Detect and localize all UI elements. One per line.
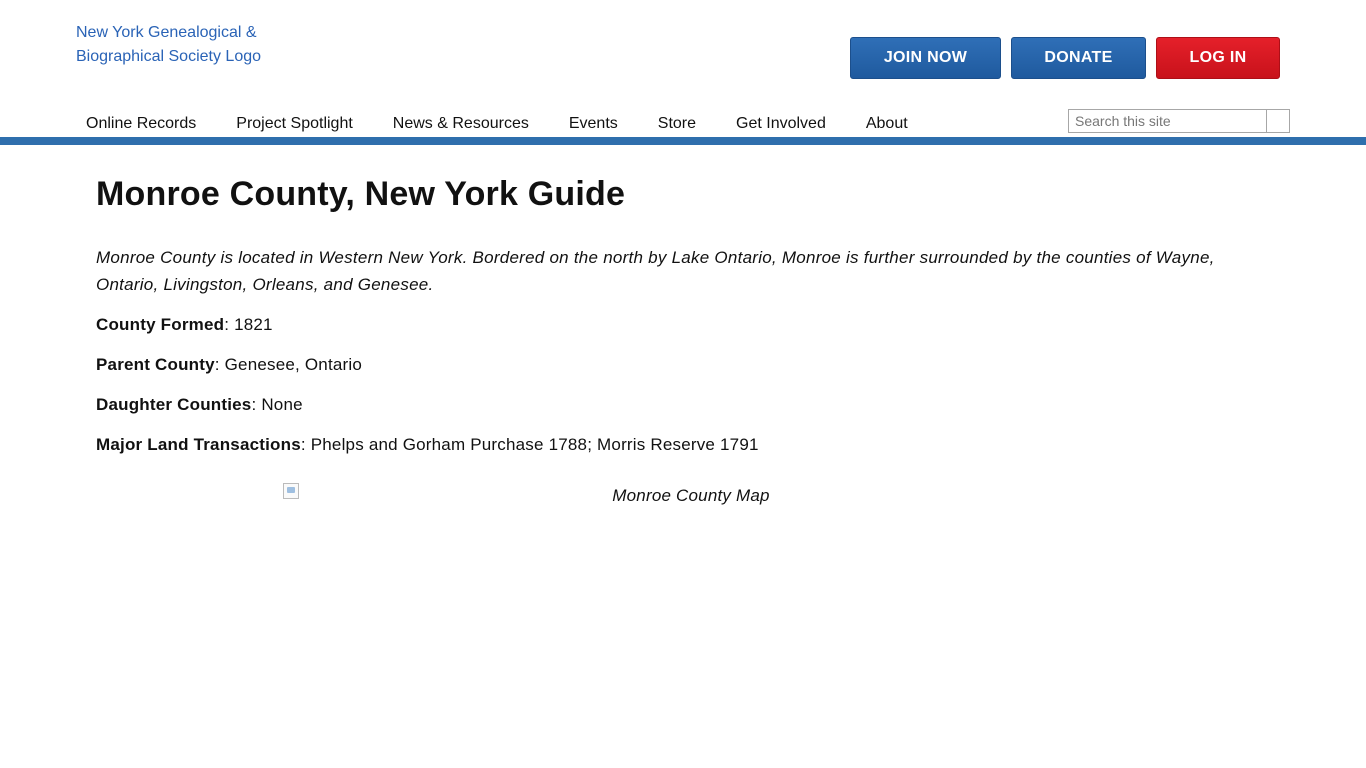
fact-label: Parent County (96, 355, 215, 374)
nav-item-about[interactable]: About (865, 115, 908, 132)
intro-paragraph: Monroe County is located in Western New York. Bordered on the north by Lake Ontario, Monroe is further surrounded by the counties of Wayne, Ontario, Livingston, Orleans, and Genesee. (96, 248, 1215, 294)
site-logo-link[interactable] (76, 21, 316, 69)
fact-value: : Genesee, Ontario (214, 355, 363, 374)
main-content (96, 172, 1266, 458)
fact-value: : Phelps and Gorham Purchase 1788; Morris Reserve 1791 (300, 435, 759, 454)
nav-item-events[interactable]: Events (568, 115, 618, 132)
logo-alt-text: New York Genealogical & Biographical Society Logo (76, 24, 262, 65)
nav-divider-bar (0, 137, 1366, 145)
fact-parent-county (96, 351, 1266, 378)
join-now-button[interactable]: JOIN NOW (850, 37, 1001, 79)
fact-county-formed (96, 311, 1266, 338)
search-submit-button[interactable] (1266, 110, 1289, 132)
nav-item-project-spotlight[interactable]: Project Spotlight (236, 115, 353, 132)
nav-item-news-resources[interactable]: News & Resources (392, 115, 529, 132)
main-navigation (66, 112, 928, 136)
fact-label: Major Land Transactions (96, 435, 301, 454)
page-title: Monroe County, New York Guide (96, 175, 626, 213)
donate-button[interactable]: DONATE (1011, 37, 1146, 79)
fact-value: : 1821 (224, 315, 273, 334)
county-map-figure (283, 483, 1083, 513)
fact-label: County Formed (96, 315, 225, 334)
search-input[interactable] (1069, 110, 1266, 132)
fact-label: Daughter Counties (96, 395, 252, 414)
nav-item-get-involved[interactable]: Get Involved (736, 115, 826, 132)
nav-item-store[interactable]: Store (657, 115, 697, 132)
log-in-button[interactable]: LOG IN (1156, 37, 1280, 79)
map-alt-text: Monroe County Map (612, 486, 770, 505)
site-search (1068, 109, 1290, 133)
nav-item-online-records[interactable]: Online Records (86, 115, 197, 132)
fact-value: : None (251, 395, 303, 414)
fact-daughter-counties (96, 391, 1266, 418)
fact-major-land-transactions (96, 431, 1266, 458)
header-actions (850, 37, 1280, 79)
